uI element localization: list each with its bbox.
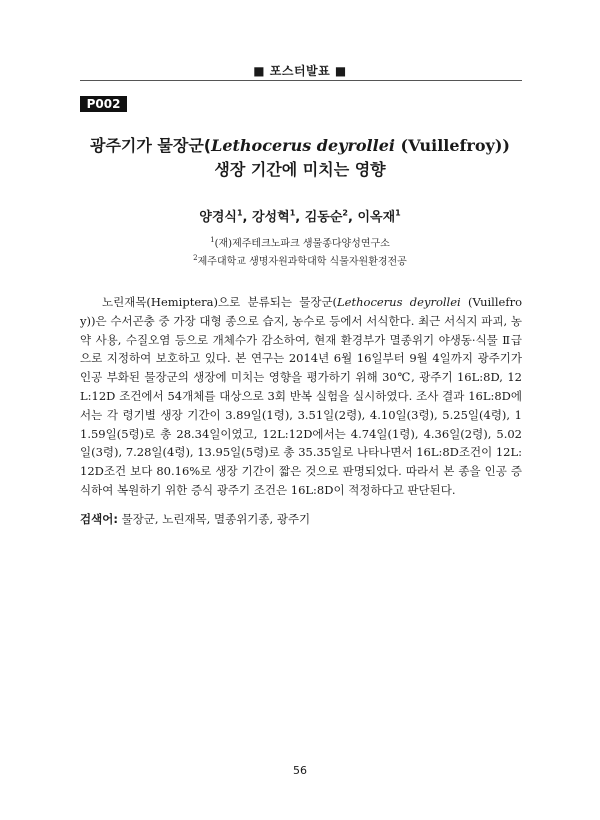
affiliation-text: 제주대학교 생명자원과학대학 식물자원환경전공	[197, 256, 407, 268]
abstract-scientific-name: Lethocerus deyrollei	[337, 295, 461, 309]
affiliation-text: (재)제주테크노파크 생물종다양성연구소	[214, 238, 390, 250]
author-name: 이옥재	[357, 210, 396, 225]
title-line-2: 생장 기간에 미치는 영향	[214, 160, 386, 179]
affiliation-mark: 2	[193, 254, 198, 263]
abstract-body	[80, 293, 522, 500]
author-name: 김동순	[304, 210, 343, 225]
section-header: ■ 포스터발표 ■	[253, 64, 347, 78]
author-separator: ,	[295, 210, 305, 225]
author-list	[60, 206, 540, 225]
keywords-text: 물장군, 노린재목, 멸종위기종, 광주기	[117, 512, 311, 526]
page-number: 56	[293, 764, 307, 777]
affiliation-mark: 1	[210, 236, 215, 244]
abstract-text-part-1: 노린재목(Hemiptera)으로 분류되는 물장군(	[102, 295, 338, 309]
keywords-label: 검색어:	[80, 512, 118, 526]
author-affiliation-mark: 1	[289, 208, 296, 218]
author-name: 양경식	[199, 210, 237, 225]
author-name: 강성혁	[252, 210, 290, 225]
paper-title	[60, 134, 540, 182]
affiliation-list	[150, 233, 450, 270]
title-scientific-name: Lethocerus deyrollei	[211, 136, 395, 155]
keywords-line	[80, 510, 522, 528]
author-affiliation-mark: 2	[342, 208, 348, 218]
abstract-text-part-2: (Vuillefroy))은 수서곤충 중 가장 대형 종으로 습지, 농수로 등에서 서식한다. 최근 서식지 파괴, 농약 사용, 수질오염 등으로 개체수가 감소하여, 현재 환경부가 멸종위기 야생동·식물 Ⅱ급으로 지정하여 보호하고 있다. 본 연구는 2014년 6월 16일부터 9월 4일까지 광주기가 인공 부화된 물장군의 생장에 미치는 영향을 평가하기 위해 30℃, 광주기 16L:8D, 12L:12D 조건에서 54개체를 대상으로 3회 반복 실험을 실시하였다. 조사 결과 16L:8D에서는 각 령기별 생장 기간이 3.89일(1령), 3.51일(2령), 4.10일(3령), 5.25일(4령), 11.59일(5령)로 총 28.34일이였고, 12L:12D에서는 4.74일(1령), 4.36일(2령), 5.02일(3령), 7.28일(4령), 13.95일(5령)로 총 35.35일로 나타나면서 16L:8D조건이 12L:12D조건 보다 80.16%로 생장 기간이 짧은 것으로 판명되었다. 따라서 본 종을 인공 증식하여 복원하기 위한 증식 광주기 조건은 16L:8D이 적정하다고 판단된다.	[80, 295, 523, 497]
affiliation-item	[150, 251, 450, 269]
author-separator: ,	[242, 210, 252, 225]
author-separator: ,	[348, 210, 358, 225]
author-affiliation-mark: 1	[395, 208, 401, 218]
title-line-1	[60, 134, 540, 158]
poster-id-badge: P002	[80, 96, 127, 112]
title-suffix: (Vuillefroy))	[394, 136, 510, 155]
header-divider	[80, 80, 522, 81]
author-affiliation-mark: 1	[236, 208, 243, 218]
title-prefix: 광주기가 물장군(	[90, 136, 212, 155]
affiliation-item	[150, 233, 450, 251]
